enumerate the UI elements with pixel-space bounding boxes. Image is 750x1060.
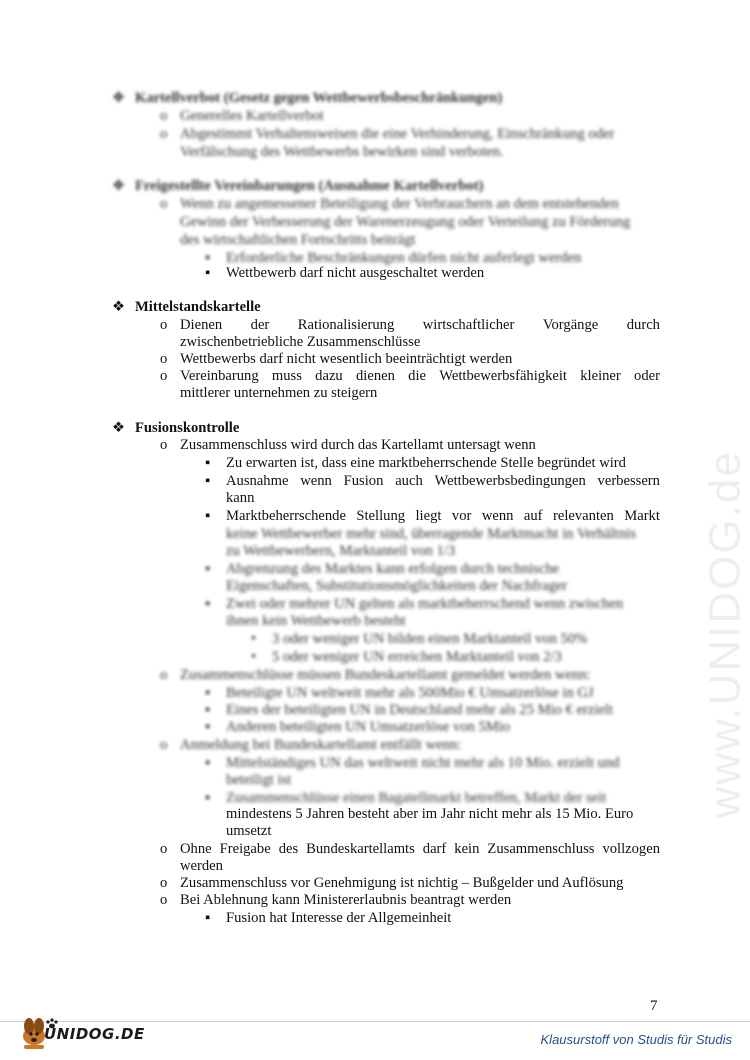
circle-bullet-icon: o — [160, 841, 168, 857]
word: kleiner — [580, 368, 621, 384]
logo-text: UNIDOG.DE — [44, 1025, 145, 1043]
sub-list-item-continuation: ihnen kein Wettbewerb besteht — [226, 613, 406, 629]
word: oder — [634, 368, 660, 384]
word: Dienen — [180, 317, 223, 333]
section-heading: Kartellverbot (Gesetz gegen Wettbewerbsbeschränkungen) — [135, 90, 503, 106]
footer-tagline: Klausurstoff von Studis für Studis — [540, 1032, 732, 1047]
word: Stellung — [356, 508, 406, 524]
word: des — [278, 841, 299, 857]
circle-bullet-icon: o — [160, 317, 168, 333]
word: wenn — [300, 473, 332, 489]
square-bullet-icon: ▪ — [205, 473, 211, 489]
sub-sub-list-item: 5 oder weniger UN erreichen Marktanteil von 2/3 — [272, 649, 562, 665]
word: auch — [395, 473, 423, 489]
list-item — [180, 317, 660, 334]
square-bullet-icon: ▪ — [205, 685, 211, 701]
circle-bullet-icon: o — [160, 108, 168, 124]
word: darf — [422, 841, 447, 857]
word: liegt — [415, 508, 442, 524]
sub-list-item-continuation: mindestens 5 Jahren besteht aber im Jahr nicht mehr als 15 Mio. Euro — [226, 806, 634, 822]
word: auf — [523, 508, 543, 524]
circle-bullet-icon: o — [160, 351, 168, 367]
list-item: Anmeldung bei Bundeskartellamt entfällt wenn: — [180, 737, 462, 753]
sub-list-item: Abgrenzung des Marktes kann erfolgen durch technische — [226, 561, 560, 577]
sub-sub-list-item: 3 oder weniger UN bilden einen Marktanteil von 50% — [272, 631, 588, 647]
sub-list-item-continuation: kann — [226, 490, 255, 506]
list-item-continuation: Gewinn der Verbesserung der Warenerzeugung oder Verteilung zu Förderung — [180, 214, 631, 230]
sub-list-item-continuation: beteiligt ist — [226, 772, 292, 788]
list-item-continuation: zwischenbetriebliche Zusammenschlüsse — [180, 334, 421, 350]
square-bullet-icon: ▪ — [205, 702, 211, 718]
sub-list-item: Fusion hat Interesse der Allgemeinheit — [226, 910, 452, 926]
list-item: Wettbewerbs darf nicht wesentlich beeinträchtigt werden — [180, 351, 513, 367]
word: Ohne — [180, 841, 212, 857]
sub-list-item-continuation: Eigenschaften, Substitutionsmöglichkeiten der Nachfrager — [226, 578, 568, 594]
word: Markt — [624, 508, 660, 524]
list-item — [180, 841, 660, 858]
word: wirtschaftlicher — [422, 317, 515, 333]
section-heading: Mittelstandskartelle — [135, 299, 261, 315]
sub-list-item — [226, 508, 660, 525]
list-item-continuation: Verfälschung des Wettbewerbs bewirken sind verboten. — [180, 144, 504, 160]
word: verbessern — [597, 473, 660, 489]
word: Wettbewerbsfähigkeit — [439, 368, 567, 384]
word: durch — [626, 317, 660, 333]
section-heading: Fusionskontrolle — [135, 420, 240, 436]
square-bullet-icon: ▪ — [205, 561, 211, 577]
word: kein — [454, 841, 480, 857]
list-item-continuation: des wirtschaftlichen Fortschritts beiträgt — [180, 232, 416, 248]
square-bullet-icon: ▪ — [205, 755, 211, 771]
section-heading: Freigestellte Vereinbarungen (Ausnahme Kartellverbot) — [135, 178, 484, 194]
page-number: 7 — [650, 998, 658, 1014]
sub-list-item: Erforderliche Beschränkungen dürfen nicht auferlegt werden — [226, 250, 582, 266]
diamond-bullet-icon: ❖ — [112, 299, 126, 315]
sub-list-item — [226, 473, 660, 490]
word: Vorgänge — [542, 317, 599, 333]
word: Zusammenschluss — [487, 841, 595, 857]
circle-bullet-icon: o — [160, 892, 168, 908]
sub-list-item: Zwei oder mehrer UN gelten als marktbeherrschend wenn zwischen — [226, 596, 624, 612]
word: dazu — [315, 368, 343, 384]
sub-list-item: Beteiligte UN weltweit mehr als 500Mio € Umsatzerlöse in GJ — [226, 685, 594, 701]
square-bullet-icon: ▪ — [205, 910, 211, 926]
circle-bullet-icon: o — [160, 126, 168, 142]
word: wenn — [481, 508, 514, 524]
word: vollzogen — [602, 841, 660, 857]
sub-list-item: Zu erwarten ist, dass eine marktbeherrschende Stelle begründet wird — [226, 455, 626, 471]
sub-list-item: Anderen beteiligten UN Umsatzerlöse von 5Mio — [226, 719, 511, 735]
word: Ausnahme — [226, 473, 289, 489]
sub-list-item-continuation: umsetzt — [226, 823, 272, 839]
word: die — [408, 368, 427, 384]
circle-bullet-icon: o — [160, 196, 168, 212]
sub-list-item-continuation: zu Wettbewerbern, Marktanteil von 1/3 — [226, 543, 456, 559]
round-bullet-icon: • — [251, 649, 257, 665]
list-item-continuation: mittlerer unternehmen zu steigern — [180, 385, 378, 401]
diamond-bullet-icon: ❖ — [112, 90, 126, 106]
word: Wettbewerbsbedingungen — [434, 473, 586, 489]
diamond-bullet-icon: ❖ — [112, 178, 126, 194]
round-bullet-icon: • — [251, 631, 257, 647]
list-item: Abgestimmt Verhaltensweisen die eine Verhinderung, Einschränkung oder — [180, 126, 615, 142]
square-bullet-icon: ▪ — [205, 596, 211, 612]
word: vor — [451, 508, 472, 524]
word: der — [250, 317, 270, 333]
word: Vereinbarung — [180, 368, 259, 384]
word: Freigabe — [219, 841, 271, 857]
list-item-continuation: werden — [180, 858, 223, 874]
word: Fusion — [343, 473, 384, 489]
list-item: Wenn zu angemessener Beteiligung der Verbrauchern an dem entstehenden — [180, 196, 619, 212]
word: Rationalisierung — [297, 317, 395, 333]
square-bullet-icon: ▪ — [205, 508, 211, 524]
list-item: Zusammenschluss vor Genehmigung ist nichtig – Bußgelder und Auflösung — [180, 875, 624, 891]
square-bullet-icon: ▪ — [205, 250, 211, 266]
list-item: Generelles Kartellverbot — [180, 108, 324, 124]
circle-bullet-icon: o — [160, 875, 168, 891]
sub-list-item: Zusammenschlüsse einen Bagatellmarkt betreffen, Markt der seit — [226, 790, 607, 806]
sub-list-item: Mittelständiges UN das weltweit nicht mehr als 10 Mio. erzielt und — [226, 755, 620, 771]
circle-bullet-icon: o — [160, 437, 168, 453]
word: muss — [271, 368, 302, 384]
watermark: www.UNIDOG.de — [700, 450, 750, 819]
square-bullet-icon: ▪ — [205, 265, 211, 281]
word: dienen — [356, 368, 395, 384]
sub-list-item: Wettbewerb darf nicht ausgeschaltet werden — [226, 265, 485, 281]
square-bullet-icon: ▪ — [205, 790, 211, 806]
sub-list-item: Eines der beteiligten UN in Deutschland mehr als 25 Mio € erzielt — [226, 702, 614, 718]
circle-bullet-icon: o — [160, 368, 168, 384]
circle-bullet-icon: o — [160, 667, 168, 683]
circle-bullet-icon: o — [160, 737, 168, 753]
list-item — [180, 368, 660, 385]
sub-list-item-continuation: keine Wettbewerber mehr sind, überragende Marktmacht in Verhältnis — [226, 526, 637, 542]
square-bullet-icon: ▪ — [205, 455, 211, 471]
list-item: Zusammenschlüsse müssen Bundeskartellamt gemeldet werden wenn: — [180, 667, 591, 683]
square-bullet-icon: ▪ — [205, 719, 211, 735]
diamond-bullet-icon: ❖ — [112, 420, 126, 436]
word: relevanten — [553, 508, 614, 524]
list-item: Zusammenschluss wird durch das Kartellamt untersagt wenn — [180, 437, 536, 453]
word: Marktbeherrschende — [226, 508, 346, 524]
word: Bundeskartellamts — [306, 841, 415, 857]
list-item: Bei Ablehnung kann Ministererlaubnis beantragt werden — [180, 892, 512, 908]
